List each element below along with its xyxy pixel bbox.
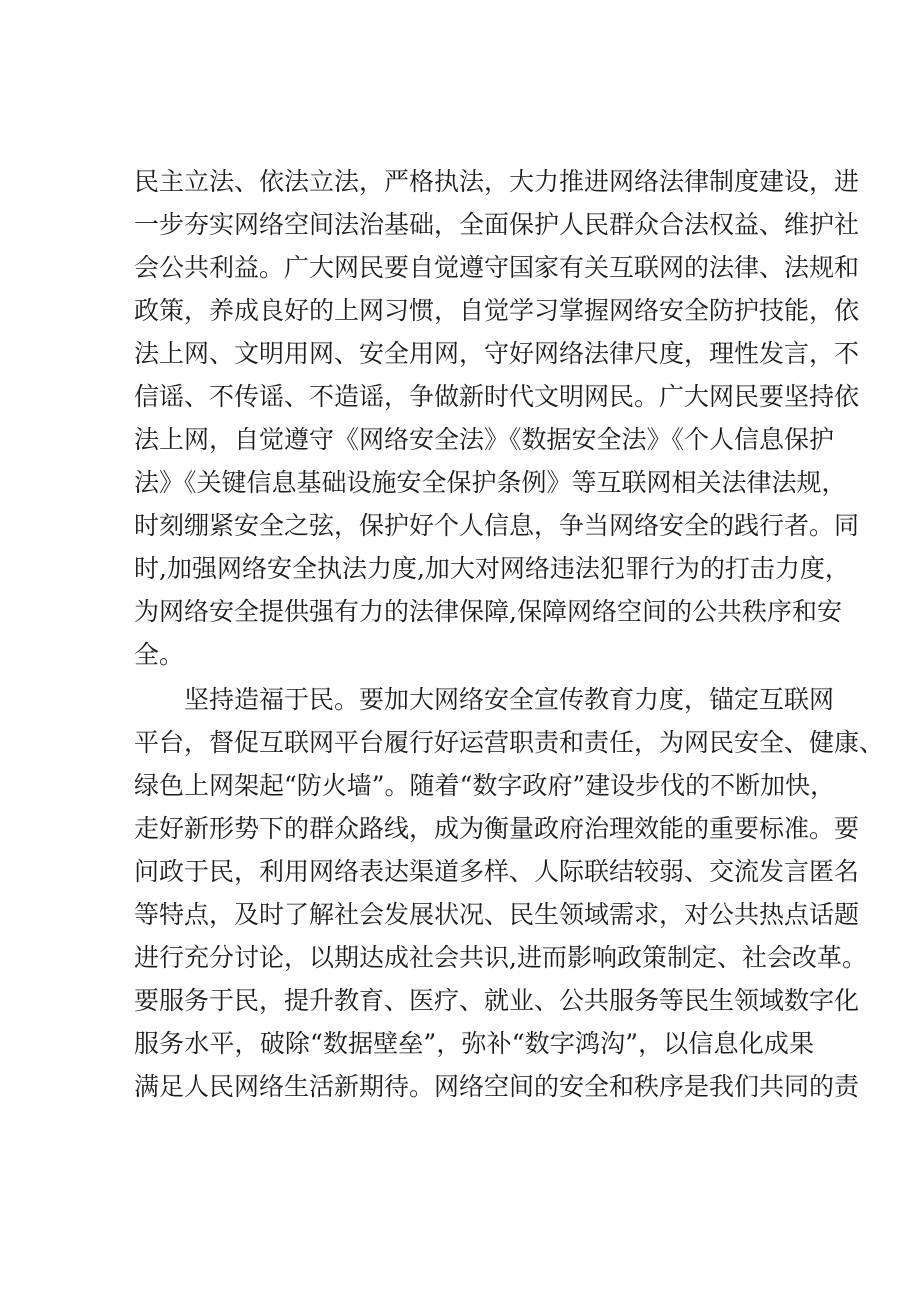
text-line: 问政于民，利用网络表达渠道多样、人际联结较弱、交流发言匿名 xyxy=(134,857,860,886)
paragraph-law-based xyxy=(134,160,860,676)
text-line: 满足人民网络生活新期待。网络空间的安全和秩序是我们共同的责 xyxy=(134,1072,860,1101)
text-line: 政策，养成良好的上网习惯，自觉学习掌握网络安全防护技能，依 xyxy=(134,296,860,325)
paragraph-benefit-people xyxy=(134,678,885,1108)
text-line: 要服务于民，提升教育、医疗、就业、公共服务等民生领域数字化 xyxy=(134,986,860,1015)
text-line: 信谣、不传谣、不造谣，争做新时代文明网民。广大网民要坚持依 xyxy=(134,382,860,411)
text-line: 为网络安全提供强有力的法律保障,保障网络空间的公共秩序和安 xyxy=(134,597,842,626)
text-line: 平台，督促互联网平台履行好运营职责和责任，为网民安全、健康、 xyxy=(134,728,885,757)
text-line: 走好新形势下的群众路线，成为衡量政府治理效能的重要标准。要 xyxy=(134,814,860,843)
text-line: 法上网、文明用网、安全用网，守好网络法律尺度，理性发言，不 xyxy=(134,339,860,368)
text-line: 坚持造福于民。要加大网络安全宣传教育力度，锚定互联网 xyxy=(184,685,835,714)
text-line: 法》《关键信息基础设施安全保护条例》等互联网相关法律法规， xyxy=(134,468,847,497)
text-line: 等特点，及时了解社会发展状况、民生领域需求，对公共热点话题 xyxy=(134,900,860,929)
text-line: 法上网，自觉遵守《网络安全法》《数据安全法》《个人信息保护 xyxy=(134,425,835,454)
text-line: 会公共利益。广大网民要自觉遵守国家有关互联网的法律、法规和 xyxy=(134,253,860,282)
text-line: 时刻绷紧安全之弦，保护好个人信息，争当网络安全的践行者。同 xyxy=(134,511,860,540)
text-line: 绿色上网架起“防火墙”。随着“数字政府”建设步伐的不断加快， xyxy=(134,771,836,800)
text-line: 一步夯实网络空间法治基础，全面保护人民群众合法权益、维护社 xyxy=(134,210,860,239)
text-line: 全。 xyxy=(134,640,185,669)
text-line: 进行充分讨论，以期达成社会共识,进而影响政策制定、社会改革。 xyxy=(134,943,867,972)
text-line: 时,加强网络安全执法力度,加大对网络违法犯罪行为的打击力度， xyxy=(134,554,850,583)
text-line: 服务水平，破除“数据壁垒”，弥补“数字鸿沟”，以信息化成果 xyxy=(134,1029,814,1058)
text-line: 民主立法、依法立法，严格执法，大力推进网络法律制度建设，进 xyxy=(134,167,860,196)
